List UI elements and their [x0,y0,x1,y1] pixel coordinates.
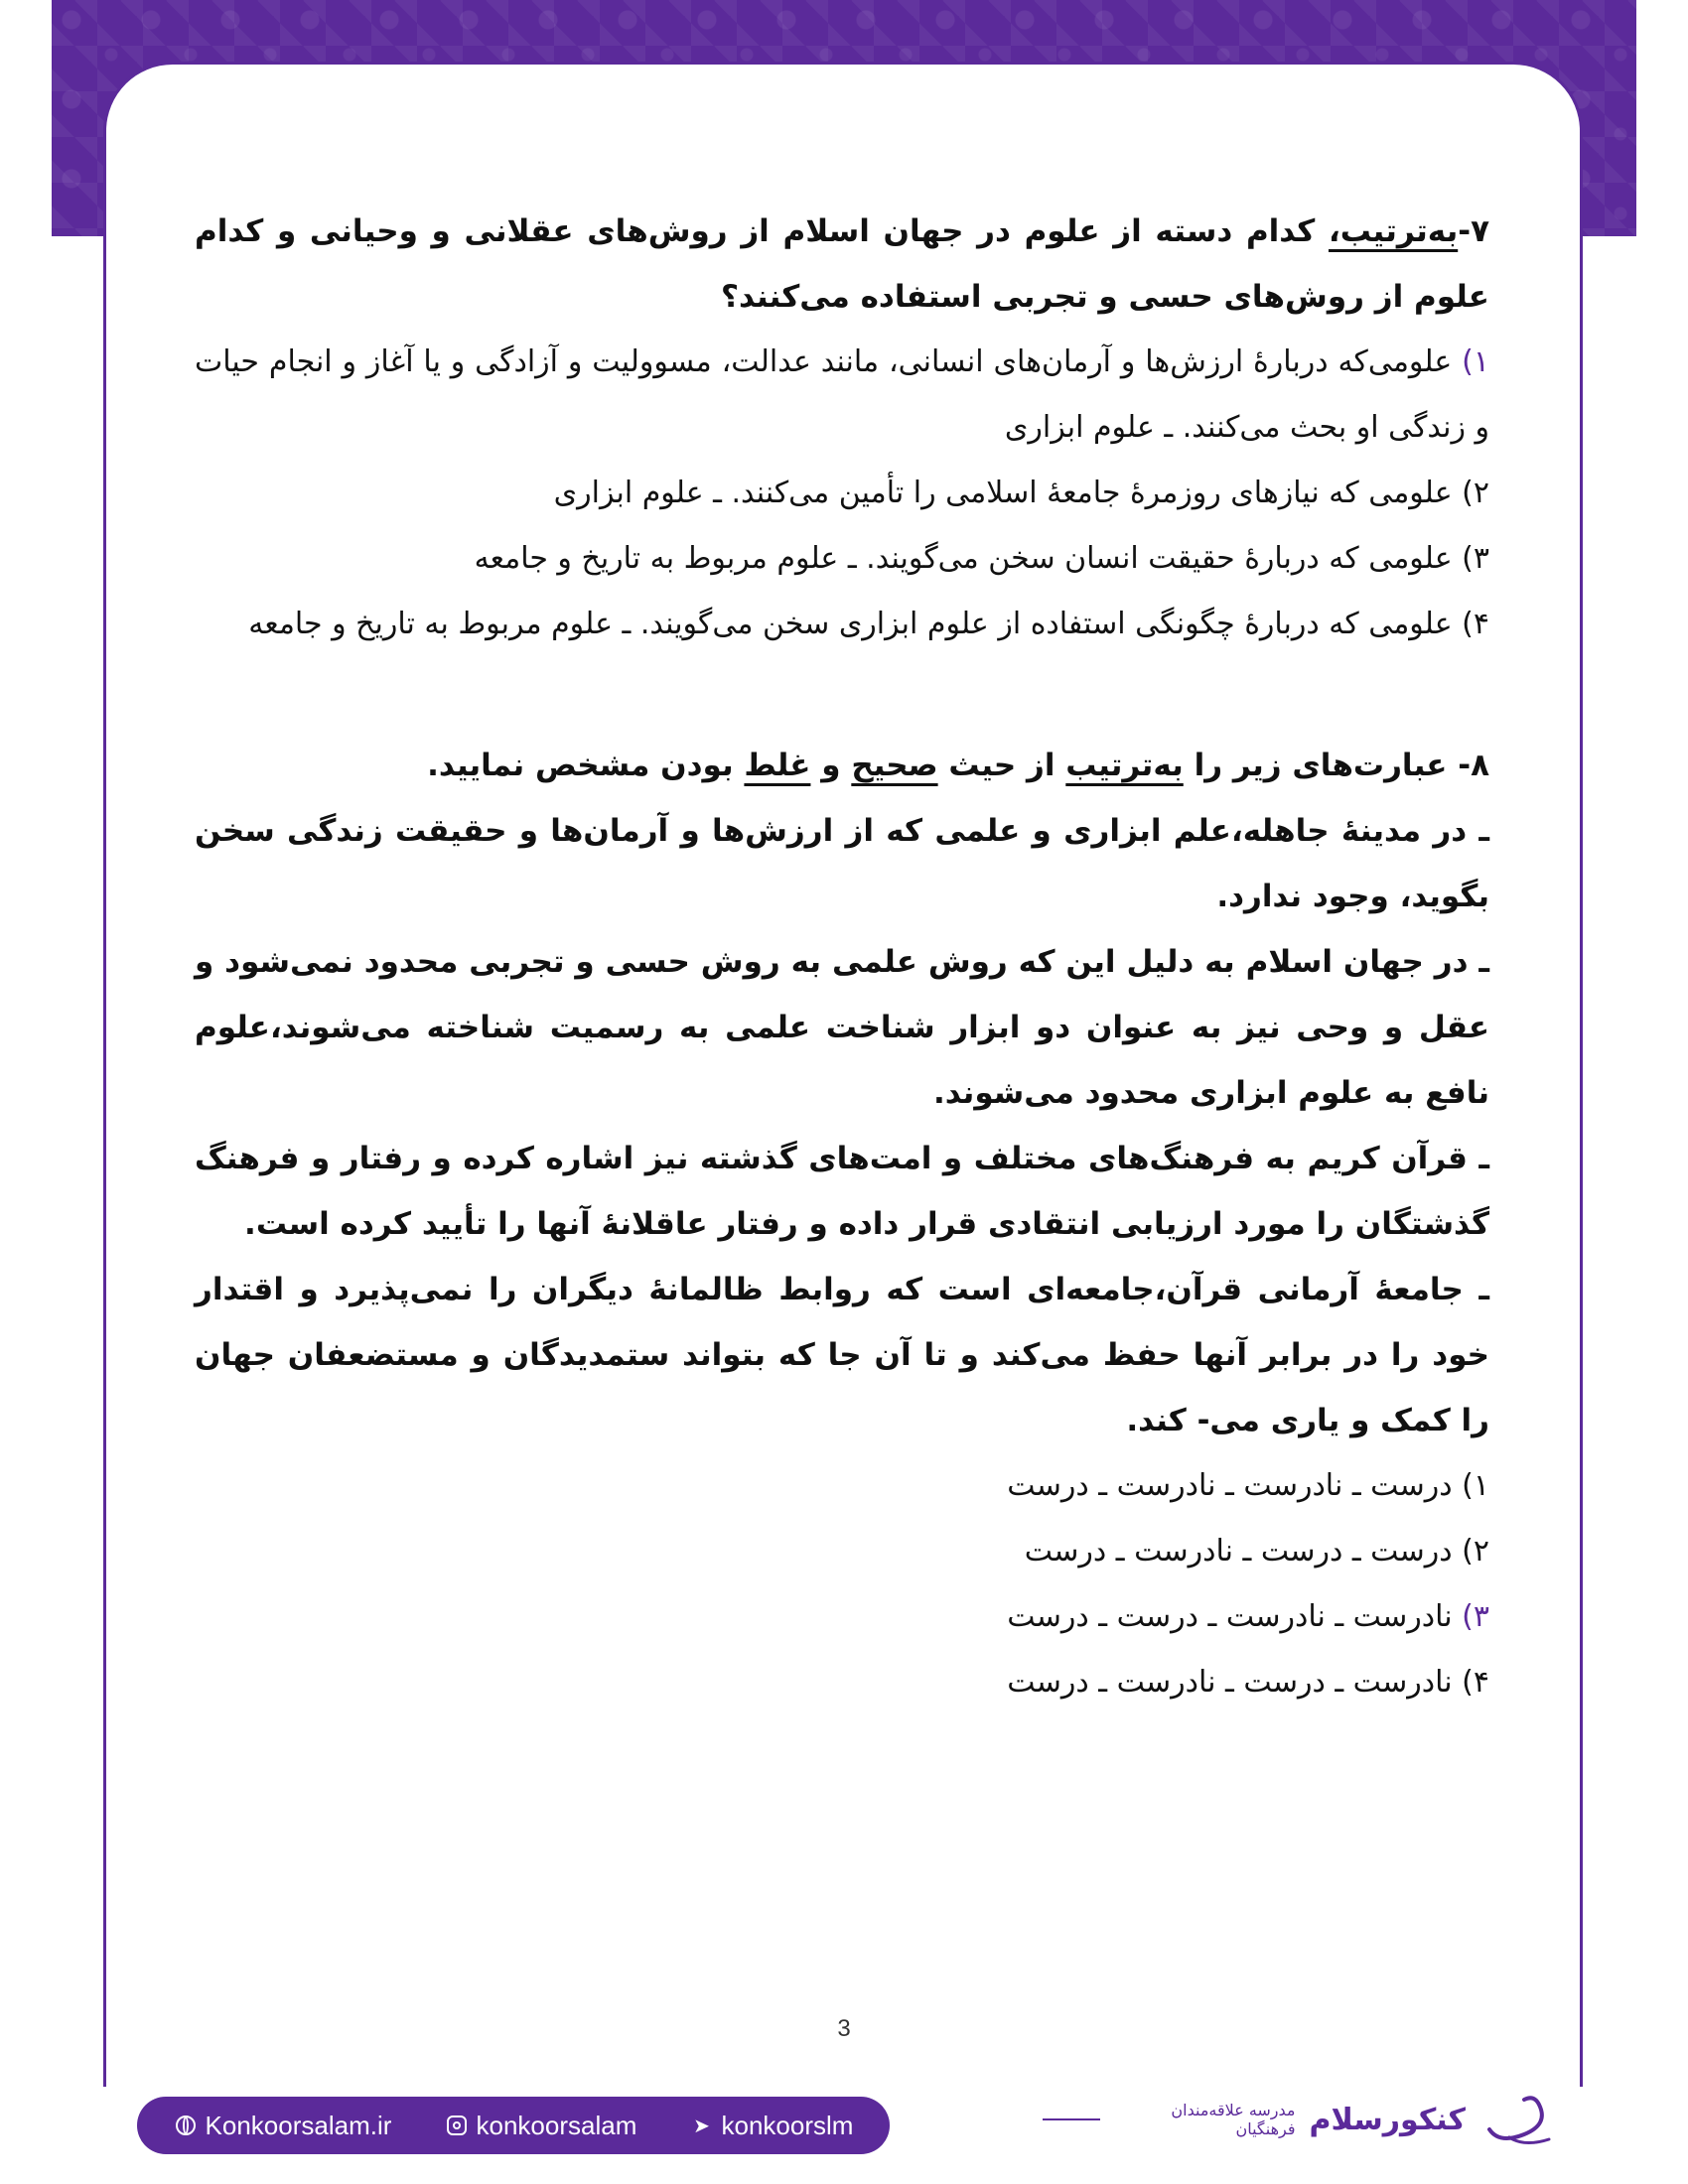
option-number: ۳) [1462,1599,1489,1634]
question-7-number: ۷- [1458,213,1490,249]
question-8-text-c: و [821,748,841,783]
option-text: علومی که نیازهای روزمرۀ جامعۀ اسلامی را تأمین می‌کنند. ـ علوم ابزاری [553,476,1453,510]
option-text: علومی که دربارۀ چگونگی استفاده از علوم ابزاری سخن می‌گویند. ـ علوم مربوط به تاریخ و جامعه [248,607,1453,641]
question-8-underline-2: صحیح [851,748,938,783]
brand-name: کنکورسلام [1309,2102,1466,2137]
question-8-statement-4: ـ جامعۀ آرمانی قرآن،جامعه‌ای است که روابط ظالمانۀ دیگران را نمی‌پذیرد و اقتدار خود را در برابر آنها حفظ می‌کند و تا آن جا که بتواند ستمدیدگان و مستضعفان جهان را کمک و یاری می- کند. [195,1272,1489,1438]
question-8-text-d: بودن مشخص نمایید. [427,748,734,783]
question-8-statement-3: ـ قرآن کریم به فرهنگ‌های مختلف و امت‌های گذشته نیز اشاره کرده و رفتار و فرهنگ گذشتگان را مورد ارزیابی انتقادی قرار داده و رفتار عاقلانۀ آنها را تأیید کرده است. [195,1141,1489,1242]
option-text: علومی که دربارۀ حقیقت انسان سخن می‌گویند. ـ علوم مربوط به تاریخ و جامعه [474,541,1453,576]
question-8-option-1[interactable] [195,1453,1489,1519]
spacer [195,657,1489,733]
question-7-option-2[interactable] [195,461,1489,526]
instagram-link[interactable] [445,2111,637,2141]
page-content [195,199,1489,1715]
question-8-statement-1: ـ در مدینۀ جاهله،علم ابزاری و علمی که از ارزش‌ها و آرمان‌ها و حقیقت زندگی سخن بگوید، وجود ندارد. [195,813,1489,914]
question-8-option-3[interactable] [195,1584,1489,1650]
option-number: ۱) [1462,1468,1489,1503]
telegram-label: konkoorslm [721,2110,854,2140]
question-8-option-2[interactable] [195,1519,1489,1584]
page-number: 3 [837,2015,851,2042]
question-8-option-4[interactable] [195,1650,1489,1715]
option-text: علومی‌که دربارۀ ارزش‌ها و آرمان‌های انسانی، مانند عدالت، مسوولیت و آزادگی و یا آغاز و انجام حیات و زندگی او بحث می‌کنند. ـ علوم ابزاری [195,344,1489,445]
instagram-icon [445,2114,469,2137]
question-7-option-4[interactable] [195,592,1489,657]
telegram-icon: ➤ [693,2115,710,2137]
footer-links [137,2097,890,2154]
option-text: نادرست ـ نادرست ـ درست ـ درست [1007,1599,1453,1634]
question-8-text-a: عبارت‌های زیر را [1194,748,1448,783]
brand-logo-icon [1479,2090,1559,2149]
brand-logo-block [1043,2085,1559,2154]
question-8-title [195,733,1489,798]
question-8-number: ۸- [1458,748,1489,783]
option-text: نادرست ـ درست ـ نادرست ـ درست [1007,1665,1453,1700]
globe-icon [174,2114,198,2137]
question-8-statement-2: ـ در جهان اسلام به دلیل این که روش علمی به روش حسی و تجربی محدود نمی‌شود و عقل و وحی نیز به عنوان دو ابزار شناخت علمی به رسمیت شناخته می‌شوند،علوم نافع به علوم ابزاری محدود می‌شوند. [195,944,1489,1111]
option-number: ۳) [1462,541,1489,576]
website-label: Konkoorsalam.ir [205,2110,392,2140]
question-8-underline-3: غلط [744,748,811,783]
question-7-title [195,199,1489,330]
instagram-label: konkoorsalam [476,2110,637,2140]
option-number: ۴) [1462,1665,1489,1700]
question-7-underlined: به‌ترتیب، [1328,213,1459,249]
question-8-text-b: از حیث [948,748,1055,783]
telegram-link[interactable] [689,2111,853,2141]
brand-subtitle: مدرسه علاقه‌مندان فرهنگیان [1171,2101,1296,2138]
question-7-option-3[interactable] [195,526,1489,592]
option-number: ۲) [1462,1534,1489,1569]
question-8-underline-1: به‌ترتیب [1065,748,1184,783]
option-text: درست ـ نادرست ـ نادرست ـ درست [1007,1468,1453,1503]
question-7-text: کدام دسته از علوم در جهان اسلام از روش‌های عقلانی و وحیانی و کدام علوم از روش‌های حسی و تجربی استفاده می‌کنند؟ [195,213,1489,315]
option-number: ۴) [1462,607,1489,641]
question-7-option-1[interactable] [195,330,1489,461]
option-text: درست ـ درست ـ نادرست ـ درست [1024,1534,1453,1569]
brand-divider [1043,2118,1100,2120]
option-number: ۱) [1462,344,1489,379]
website-link[interactable] [174,2111,392,2141]
option-number: ۲) [1462,476,1489,510]
